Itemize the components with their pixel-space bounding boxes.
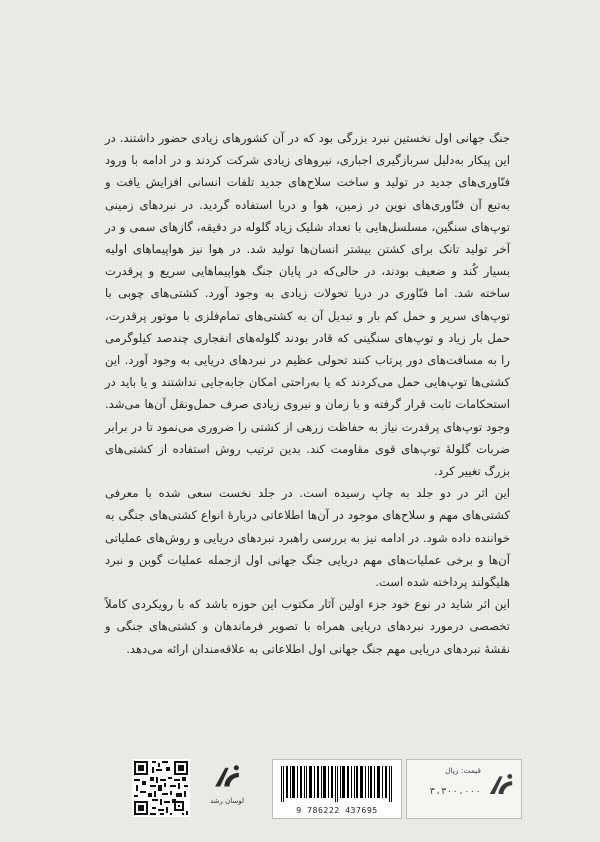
price-box	[406, 759, 522, 819]
publisher-logo-small-icon	[485, 770, 517, 802]
qr-code	[132, 759, 190, 817]
paragraph-volumes: این اثر در دو جلد به چاپ رسیده است. در جلد نخست سعی شده با معرفی کشتی‌های مهم و سلاح‌های موجود در آن‌ها اطلاعاتی دربارهٔ انواع کشتی‌های جنگی به خواننده داده شود. در ادامه نیز به بررسی راهبرد نبردهای دریایی و روش‌های عملیاتی آن‌ها و برخی عملیات‌های مهم دریایی جنگ جهانی اول ازجمله عملیات گوبن و نبرد هلیگولند پرداخته شده است.	[105, 486, 510, 590]
cover-footer	[100, 757, 520, 819]
price-label: قیمت: ریال	[445, 766, 481, 775]
paragraph-intro: جنگ جهانی اول نخستین نبرد بزرگی بود که در آن کشورهای زیادی حضور داشتند. در این پیکار به‌دلیل سربازگیری اجباری، نیروهای زیادی شرکت کردند و در ادامه با ورود فنّاوری‌های جدید در تولید و ساخت سلاح‌های جدید تلفات انسانی افزایش یافت و به‌تبع آن فنّاوری‌های نوین در زمین، هوا و دریا استفاده گردید. در نبردهای زمینی توپ‌های سنگین، مسلسل‌هایی با تعداد شلیک زیاد گلوله در دقیقه، گازهای سمی و در آخر تولید تانک برای کشتن بیشتر انسان‌ها تولید شد. در هوا نیز هواپیماهای اولیه بسیار کُند و ضعیف بودند، در حالی‌که در پایان جنگ هواپیماهایی سریع و پرقدرت ساخته شد. اما فنّاوری در دریا تحولات زیادی به وجود آورد. کشتی‌های چوبی با توپ‌های سرپر و حمل کم بار و تبدیل آن به کشتی‌های تمام‌فلزی با موتور پرقدرت، حمل بار زیاد و توپ‌های سنگینی که قادر بودند گلوله‌های انفجاری چندصد کیلوگرمی را به مسافت‌های دور پرتاب کنند تحولی عظیم در نبردهای دریایی به وجود آورد. این کشتی‌ها توپ‌هایی حمل می‌کردند که یا به‌راحتی امکان جابه‌جایی نداشتند و یا باید در استحکامات ثابت قرار گرفته و با زمان و نیروی زیادی صرف حمل‌ونقل آن‌ها می‌شد. وجود توپ‌های پرقدرت نیاز به حفاظت زرهی از کشتی را ضروری می‌نمود تا در برابر ضربات گلولهٔ توپ‌های قوی مقاومت کند. بدین ترتیب روش استفاده از کشتی‌های بزرگ تغییر کرد.	[105, 131, 510, 479]
qr-code-icon	[132, 759, 190, 817]
publisher-logo-icon	[210, 761, 244, 795]
isbn-number: 9 786222 437695	[296, 805, 378, 815]
cover-body-text	[105, 127, 510, 660]
paragraph-significance: این اثر شاید در نوع خود جزء اولین آثار مکتوب این حوزه باشد که با رویکردی کاملاً تخصصی درمورد نبردهای دریایی همراه با تصویر فرماندهان و کشتی‌های جنگی و نقشهٔ نبردهای دریایی مهم جنگ جهانی اول اطلاعاتی به علاقه‌مندان ارائه می‌دهد.	[105, 597, 510, 656]
publisher-name: لوسان رشد	[209, 797, 245, 805]
publisher-logo	[195, 759, 259, 817]
isbn-barcode	[272, 759, 402, 819]
price-value: ۳،۳۰۰،۰۰۰	[429, 786, 481, 797]
price-publisher-logo	[485, 770, 517, 802]
barcode-icon	[279, 766, 395, 802]
